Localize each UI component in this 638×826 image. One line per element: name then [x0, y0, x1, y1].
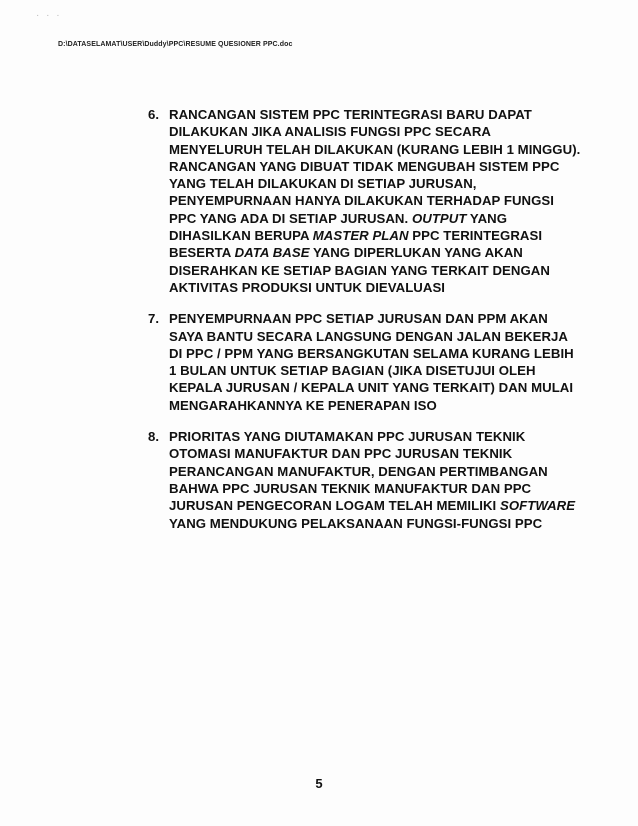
- list-item: [148, 428, 608, 532]
- text-run: BESERTA: [169, 245, 235, 261]
- text-line: [169, 175, 608, 192]
- text-line: [169, 428, 608, 445]
- text-run: PPC YANG ADA DI SETIAP JURUSAN.: [169, 210, 412, 226]
- text-line: [169, 192, 608, 209]
- text-run: YANG: [466, 210, 508, 226]
- text-run: PENYEMPURNAAN HANYA DILAKUKAN TERHADAP FUNGSI: [169, 193, 554, 209]
- text-run: PPC TERINTEGRASI: [408, 228, 543, 244]
- text-run: YANG TELAH DILAKUKAN DI SETIAP JURUSAN,: [169, 176, 477, 192]
- text-run: JURUSAN PENGECORAN LOGAM TELAH MEMILIKI: [169, 498, 500, 514]
- text-line: [169, 210, 608, 227]
- numbered-list: [148, 106, 608, 546]
- text-line: [169, 397, 608, 414]
- list-item: [148, 310, 608, 414]
- item-text: [169, 106, 608, 296]
- text-run: RANCANGAN YANG DIBUAT TIDAK MENGUBAH SISTEM PPC: [169, 158, 560, 174]
- text-line: [169, 463, 608, 480]
- text-run: DILAKUKAN JIKA ANALISIS FUNGSI PPC SECARA: [169, 124, 491, 140]
- item-number: 6.: [148, 107, 159, 122]
- text-line: [169, 244, 608, 261]
- text-line: [169, 480, 608, 497]
- text-line: [169, 106, 608, 123]
- text-run: PENYEMPURNAAN PPC SETIAP JURUSAN DAN PPM AKAN: [169, 311, 548, 327]
- text-run: MENYELURUH TELAH DILAKUKAN (KURANG LEBIH 1 MINGGU).: [169, 141, 581, 157]
- item-number: 8.: [148, 429, 159, 445]
- text-line: [169, 515, 608, 532]
- scan-mark: · · ·: [36, 10, 62, 21]
- text-line: [169, 123, 608, 140]
- text-line: [169, 158, 608, 175]
- text-run: MENGARAHKANNYA KE PENERAPAN ISO: [169, 397, 437, 413]
- text-run: DISERAHKAN KE SETIAP BAGIAN YANG TERKAIT DENGAN: [169, 262, 550, 278]
- text-line: [169, 310, 608, 327]
- text-run: 1 BULAN UNTUK SETIAP BAGIAN (JIKA DISETUJUI OLEH: [169, 363, 536, 379]
- italic-term: MASTER PLAN: [312, 228, 409, 244]
- text-run: PRIORITAS YANG DIUTAMAKAN PPC JURUSAN TEKNIK: [169, 429, 526, 445]
- text-run: KEPALA JURUSAN / KEPALA UNIT YANG TERKAIT) DAN MULAI: [169, 380, 574, 396]
- item-text: [169, 428, 608, 532]
- text-run: OTOMASI MANUFAKTUR DAN PPC JURUSAN TEKNIK: [169, 446, 513, 462]
- text-run: AKTIVITAS PRODUKSI UNTUK DIEVALUASI: [169, 279, 446, 295]
- text-line: [169, 262, 608, 279]
- text-line: [169, 379, 608, 396]
- text-run: DI PPC / PPM YANG BERSANGKUTAN SELAMA KURANG LEBIH: [169, 345, 574, 361]
- text-line: [169, 497, 608, 514]
- item-number: 7.: [148, 311, 159, 327]
- text-run: RANCANGAN SISTEM PPC TERINTEGRASI BARU DAPAT: [169, 107, 532, 122]
- text-run: PERANCANGAN MANUFAKTUR, DENGAN PERTIMBANGAN: [169, 463, 548, 479]
- text-line: [169, 345, 608, 362]
- italic-term: SOFTWARE: [499, 498, 576, 514]
- italic-term: DATA BASE: [234, 245, 310, 261]
- text-run: BAHWA PPC JURUSAN TEKNIK MANUFAKTUR DAN PPC: [169, 480, 532, 496]
- italic-term: OUTPUT: [411, 210, 467, 226]
- text-line: [169, 328, 608, 345]
- text-run: DIHASILKAN BERUPA: [169, 228, 313, 244]
- text-line: [169, 279, 608, 296]
- file-path-header: D:\DATASELAMAT\USER\Duddy\PPC\RESUME QUESIONER PPC.doc: [58, 41, 293, 48]
- text-run: YANG MENDUKUNG PELAKSANAAN FUNGSI-FUNGSI PPC: [169, 515, 543, 531]
- text-line: [169, 445, 608, 462]
- page-number: 5: [315, 776, 323, 791]
- text-line: [169, 227, 608, 244]
- item-text: [169, 310, 608, 414]
- text-run: SAYA BANTU SECARA LANGSUNG DENGAN JALAN BEKERJA: [169, 328, 568, 344]
- list-item: [148, 106, 608, 296]
- text-run: YANG DIPERLUKAN YANG AKAN: [309, 245, 523, 261]
- text-line: [169, 141, 608, 158]
- text-line: [169, 362, 608, 379]
